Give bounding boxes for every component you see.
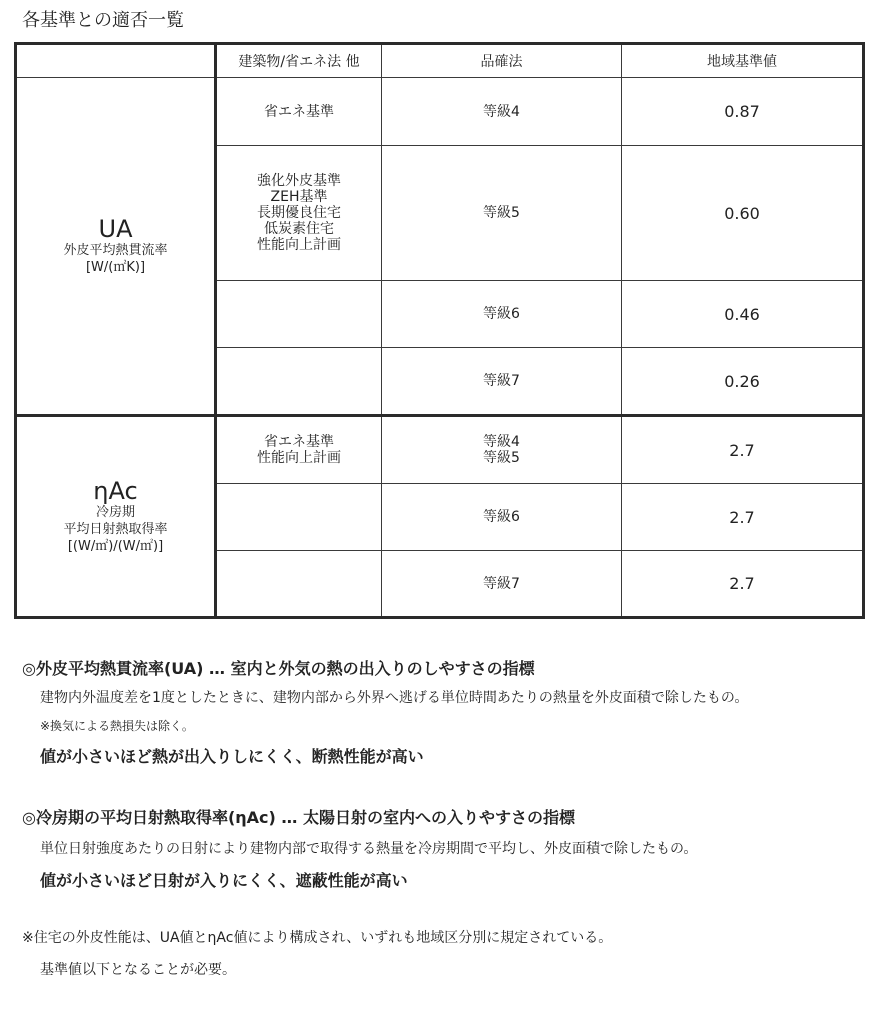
header-regional-value: 地域基準値 [622, 44, 864, 78]
table-row [16, 416, 864, 484]
header-law: 建築物/省エネ法 他 [216, 44, 382, 78]
eta-heading: ◎冷房期の平均日射熱取得率(ηAc) … 太陽日射の室内への入りやすさの指標 [22, 808, 575, 827]
value-cell: 0.60 [622, 146, 864, 281]
law-cell: 省エネ基準 [216, 78, 382, 146]
ua-unit: [W/(㎡K)] [85, 260, 146, 275]
ua-summary: 値が小さいほど熱が出入りしにくく、断熱性能が高い [40, 747, 424, 766]
eta-name-1: 冷房期 [95, 505, 135, 520]
ua-subnote: ※換気による熱損失は除く。 [40, 719, 194, 733]
ua-heading: ◎外皮平均熱貫流率(UA) … 室内と外気の熱の出入りのしやすさの指標 [22, 659, 535, 678]
value-cell: 2.7 [622, 416, 864, 484]
eta-label-cell [16, 416, 216, 618]
ua-name: 外皮平均熱貫流率 [63, 243, 168, 258]
notes-section [22, 650, 862, 979]
value-cell: 0.26 [622, 348, 864, 416]
law-cell: 強化外皮基準 ZEH基準 長期優良住宅 低炭素住宅 性能向上計画 [216, 146, 382, 281]
grade-cell: 等級5 [382, 146, 622, 281]
value-cell: 0.87 [622, 78, 864, 146]
law-cell [216, 484, 382, 551]
header-blank [16, 44, 216, 78]
eta-description: 単位日射強度あたりの日射により建物内部で取得する熱量を冷房期間で平均し、外皮面積で除したもの。 [40, 841, 698, 857]
value-cell: 0.46 [622, 281, 864, 348]
value-cell: 2.7 [622, 551, 864, 618]
standards-table [14, 42, 865, 619]
table-row [16, 78, 864, 146]
ua-symbol: UA [98, 215, 133, 243]
grade-cell: 等級4 [382, 78, 622, 146]
ua-description: 建物内外温度差を1度としたときに、建物内部から外界へ逃げる単位時間あたりの熱量を外皮面積で除したもの。 [40, 690, 749, 706]
law-cell [216, 551, 382, 618]
law-cell [216, 348, 382, 416]
footnote-2: 基準値以下となることが必要。 [40, 962, 236, 978]
eta-name-2: 平均日射熱取得率 [63, 522, 168, 537]
eta-unit: [(W/㎡)/(W/㎡)] [67, 539, 164, 554]
law-cell: 省エネ基準 性能向上計画 [216, 416, 382, 484]
header-grade: 品確法 [382, 44, 622, 78]
page-title: 各基準との適否一覧 [22, 10, 184, 31]
grade-cell: 等級6 [382, 484, 622, 551]
eta-summary: 値が小さいほど日射が入りにくく、遮蔽性能が高い [40, 871, 408, 890]
grade-cell: 等級4 等級5 [382, 416, 622, 484]
law-cell [216, 281, 382, 348]
grade-cell: 等級7 [382, 348, 622, 416]
eta-symbol: ηAc [93, 477, 138, 505]
grade-cell: 等級7 [382, 551, 622, 618]
table-header-row [16, 44, 864, 78]
ua-label-cell [16, 78, 216, 416]
grade-cell: 等級6 [382, 281, 622, 348]
footnote-1: ※住宅の外皮性能は、UA値とηAc値により構成され、いずれも地域区分別に規定されている。 [22, 930, 613, 946]
value-cell: 2.7 [622, 484, 864, 551]
